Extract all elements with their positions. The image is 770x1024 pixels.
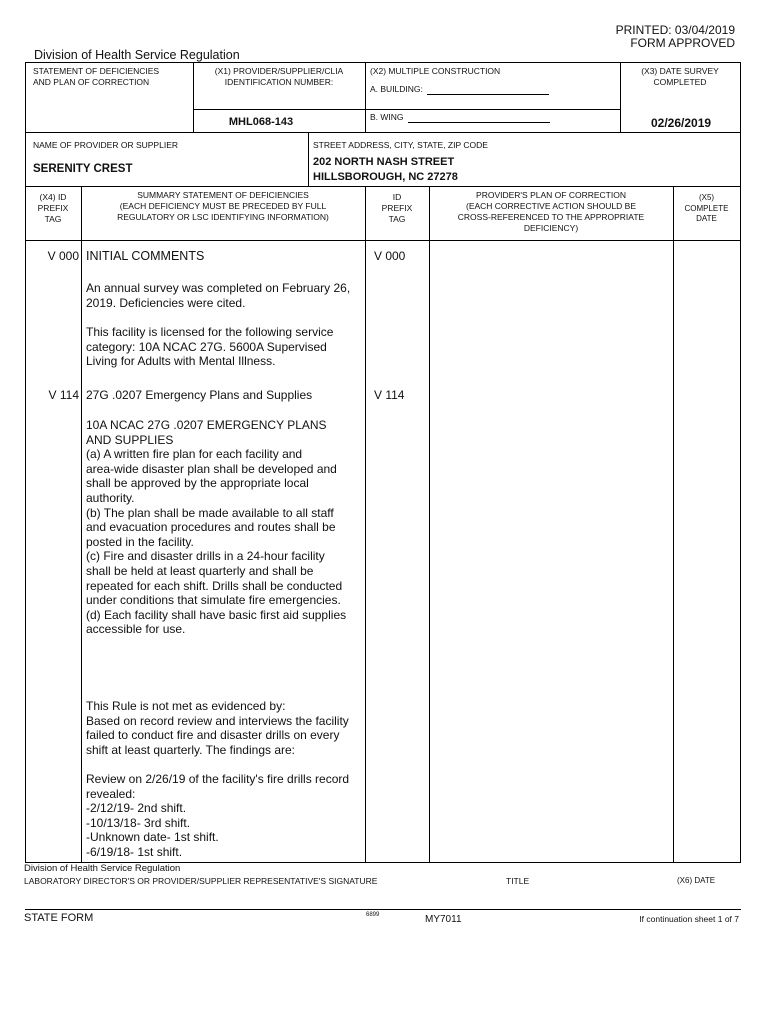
form-approved: FORM APPROVED — [630, 36, 735, 50]
provider-name-label: NAME OF PROVIDER OR SUPPLIER — [33, 140, 178, 150]
licensed-text: This facility is licensed for the following service category: 10A NCAC 27G. 5600A Supervised Living for Adults with Mental Illness. — [86, 325, 334, 369]
wing-label: B. WING — [370, 112, 404, 122]
provider-name: SERENITY CREST — [33, 163, 133, 175]
signature-label: LABORATORY DIRECTOR'S OR PROVIDER/SUPPLIER REPRESENTATIVE'S SIGNATURE — [24, 876, 378, 886]
footer-division: Division of Health Service Regulation — [24, 863, 181, 874]
title-label: TITLE — [506, 876, 530, 886]
x1-label: (X1) PROVIDER/SUPPLIER/CLIA IDENTIFICATION NUMBER: — [214, 66, 344, 87]
col-summary-header: SUMMARY STATEMENT OF DEFICIENCIES (EACH DEFICIENCY MUST BE PRECEDED BY FULL REGULATORY OR LSC IDENTIFYING INFORMATION) — [117, 190, 329, 222]
wing-line — [370, 112, 550, 123]
col-plan-header: PROVIDER'S PLAN OF CORRECTION (EACH CORRECTIVE ACTION SHOULD BE CROSS-REFERENCED TO THE APPROPRIATE DEFICIENCY) — [457, 190, 645, 233]
printed-date: PRINTED: 03/04/2019 — [615, 23, 735, 37]
tag-v000: V 000 — [47, 249, 79, 263]
x3-label: (X3) DATE SURVEY COMPLETED — [641, 66, 719, 87]
form-number: 6899 — [366, 912, 380, 918]
tag-v000-right: V 000 — [374, 249, 406, 263]
x2-label: (X2) MULTIPLE CONSTRUCTION — [370, 66, 501, 76]
rule-title: 27G .0207 Emergency Plans and Supplies — [86, 388, 313, 402]
address-label: STREET ADDRESS, CITY, STATE, ZIP CODE — [313, 140, 488, 150]
continuation: If continuation sheet 1 of 7 — [639, 914, 739, 924]
building-label: A. BUILDING: — [370, 84, 423, 94]
initial-comments: INITIAL COMMENTS — [86, 249, 205, 263]
footer-rule — [25, 909, 741, 910]
tag-v114: V 114 — [48, 388, 79, 402]
form-code: MY7011 — [425, 914, 462, 925]
survey-date: 02/26/2019 — [651, 116, 712, 130]
date-label: (X6) DATE — [677, 876, 716, 885]
state-form: STATE FORM — [24, 912, 94, 924]
review-text: Review on 2/26/19 of the facility's fire drills record revealed: -2/12/19- 2nd shift. -10/13/18- 3rd shift. -Unknown date- 1st shift. -6/19/18- 1st shift. — [86, 772, 350, 859]
col-x5-header: (X5) COMPLETE DATE — [684, 193, 729, 223]
rule-text: 10A NCAC 27G .0207 EMERGENCY PLANS AND SUPPLIES (a) A written fire plan for each facility and area-wide disaster plan shall be developed and shall be approved by the appropriate local authority. (b) The plan shall be made available to all staff and evacuation procedures and routes shall be posted in the facility. (c) Fire and disaster drills in a 24-hour facility shall be held at least quarterly and shall be repeated for each shift. Drills shall be conducted under conditions that simulate fire emergencies. (d) Each facility shall have basic first aid supplies accessible for use. — [86, 418, 347, 637]
address: 202 NORTH NASH STREET HILLSBOROUGH, NC 27278 — [313, 156, 458, 183]
building-line — [370, 84, 549, 95]
col-x4-header: (X4) ID PREFIX TAG — [37, 192, 69, 224]
not-met-text: This Rule is not met as evidenced by: Based on record review and interviews the facility failed to conduct fire and disaster drills on every shift at least quarterly. The findings are: — [86, 699, 349, 757]
annual-survey-text: An annual survey was completed on February 26, 2019. Deficiencies were cited. — [86, 281, 351, 310]
col-id-header: ID PREFIX TAG — [381, 192, 413, 224]
tag-v114-right: V 114 — [374, 388, 405, 402]
statement-label: STATEMENT OF DEFICIENCIES AND PLAN OF CORRECTION — [33, 66, 160, 87]
provider-id-number: MHL068-143 — [228, 116, 294, 128]
division-title: Division of Health Service Regulation — [34, 48, 240, 62]
